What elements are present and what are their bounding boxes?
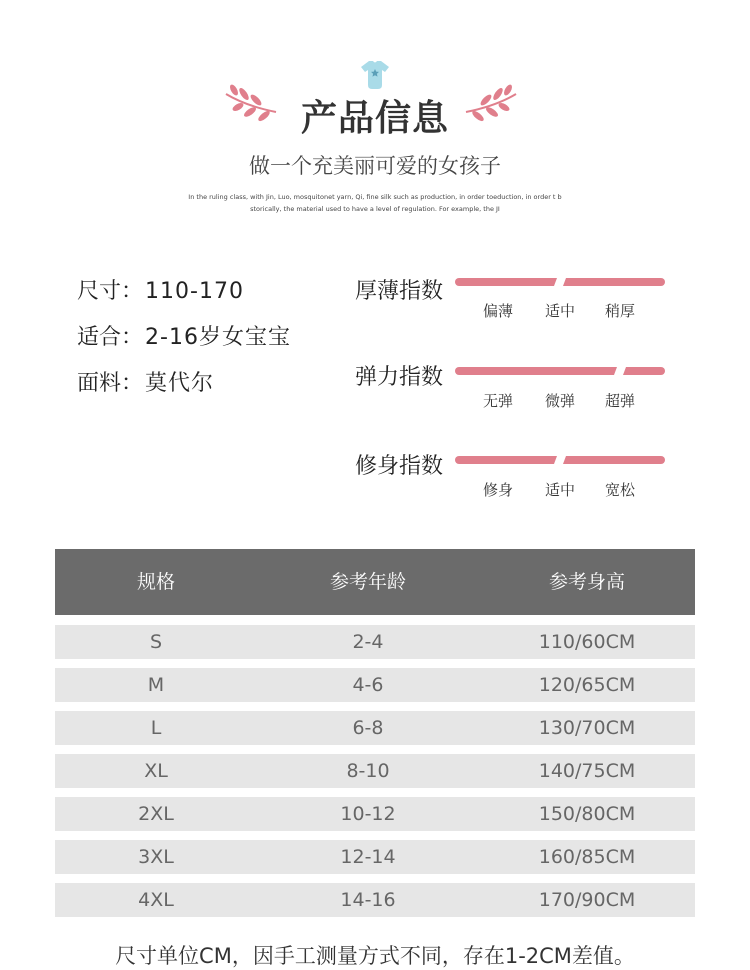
cell-size: 3XL — [138, 846, 174, 868]
spec-size — [77, 274, 244, 305]
english-description-line-1: In the ruling class, with Jin, Luo, mosquitonet yarn, Qi, fine silk such as production, in order toeduction, in order t b — [188, 193, 562, 201]
cell-size: M — [147, 674, 165, 696]
index-bar-left-segment — [455, 367, 617, 375]
cell-height: 130/70CM — [538, 717, 636, 739]
cell-height: 110/60CM — [538, 631, 636, 653]
index-thickness-label: 厚薄指数 — [355, 279, 444, 304]
index-bar-left-segment — [455, 278, 557, 286]
index-bar-right-segment — [623, 367, 665, 375]
table-row — [55, 797, 695, 831]
baby-onesie-icon — [358, 58, 392, 92]
page-title: 产品信息 — [300, 98, 449, 139]
table-header-height: 参考身高 — [548, 571, 625, 593]
index-elasticity-option-super: 超弹 — [604, 392, 635, 410]
cell-height: 150/80CM — [538, 803, 636, 825]
cell-size: 4XL — [138, 889, 174, 911]
index-bar-right-segment — [563, 456, 665, 464]
table-row — [55, 711, 695, 745]
cell-age: 8-10 — [346, 760, 390, 782]
table-row — [55, 883, 695, 917]
cell-size: XL — [144, 760, 168, 782]
spec-fabric — [77, 366, 214, 397]
cell-age: 10-12 — [340, 803, 396, 825]
page-subtitle: 做一个充美丽可爱的女孩子 — [249, 154, 501, 178]
cell-height: 120/65CM — [538, 674, 636, 696]
index-fit-option-slim: 修身 — [482, 481, 513, 499]
cell-size: S — [149, 631, 163, 653]
table-header-size: 规格 — [136, 571, 175, 593]
index-fit-option-medium: 适中 — [544, 481, 575, 499]
cell-size: 2XL — [138, 803, 174, 825]
index-bar-left-segment — [455, 456, 557, 464]
index-fit-label: 修身指数 — [355, 454, 444, 479]
index-thickness-bar — [455, 278, 665, 286]
index-bar-right-segment — [563, 278, 665, 286]
table-header-age: 参考年龄 — [329, 571, 406, 593]
index-elasticity-option-slight: 微弹 — [544, 392, 575, 410]
cell-height: 170/90CM — [538, 889, 636, 911]
spec-age-value: 2-16岁女宝宝 — [145, 325, 291, 350]
spec-fabric-value: 莫代尔 — [145, 371, 215, 396]
index-thickness-option-medium: 适中 — [544, 302, 575, 320]
index-elasticity-bar — [455, 367, 665, 375]
english-description-line-2: storically, the material used to have a level of regulation. For example, the JI — [250, 205, 500, 213]
index-elasticity-option-none: 无弹 — [482, 392, 513, 410]
index-elasticity-label: 弹力指数 — [355, 365, 444, 390]
cell-age: 12-14 — [340, 846, 396, 868]
index-fit-option-loose: 宽松 — [604, 481, 635, 499]
table-row — [55, 625, 695, 659]
spec-fabric-label: 面料： — [77, 371, 144, 396]
table-row — [55, 668, 695, 702]
cell-age: 14-16 — [340, 889, 396, 911]
cell-height: 160/85CM — [538, 846, 636, 868]
cell-age: 2-4 — [352, 631, 384, 653]
cell-size: L — [150, 717, 162, 739]
spec-size-value: 110-170 — [145, 279, 244, 304]
table-header — [55, 549, 695, 615]
spec-size-label: 尺寸： — [77, 279, 144, 304]
footnote: 尺寸单位CM，因手工测量方式不同，存在1-2CM差值。 — [115, 944, 635, 968]
index-thickness-option-thin: 偏薄 — [482, 302, 513, 320]
cell-age: 4-6 — [352, 674, 384, 696]
index-fit-bar — [455, 456, 665, 464]
index-thickness-option-thick: 稍厚 — [604, 302, 635, 320]
cell-height: 140/75CM — [538, 760, 636, 782]
spec-age — [77, 320, 291, 351]
spec-age-label: 适合： — [77, 325, 144, 350]
table-row — [55, 840, 695, 874]
table-row — [55, 754, 695, 788]
cell-age: 6-8 — [352, 717, 384, 739]
